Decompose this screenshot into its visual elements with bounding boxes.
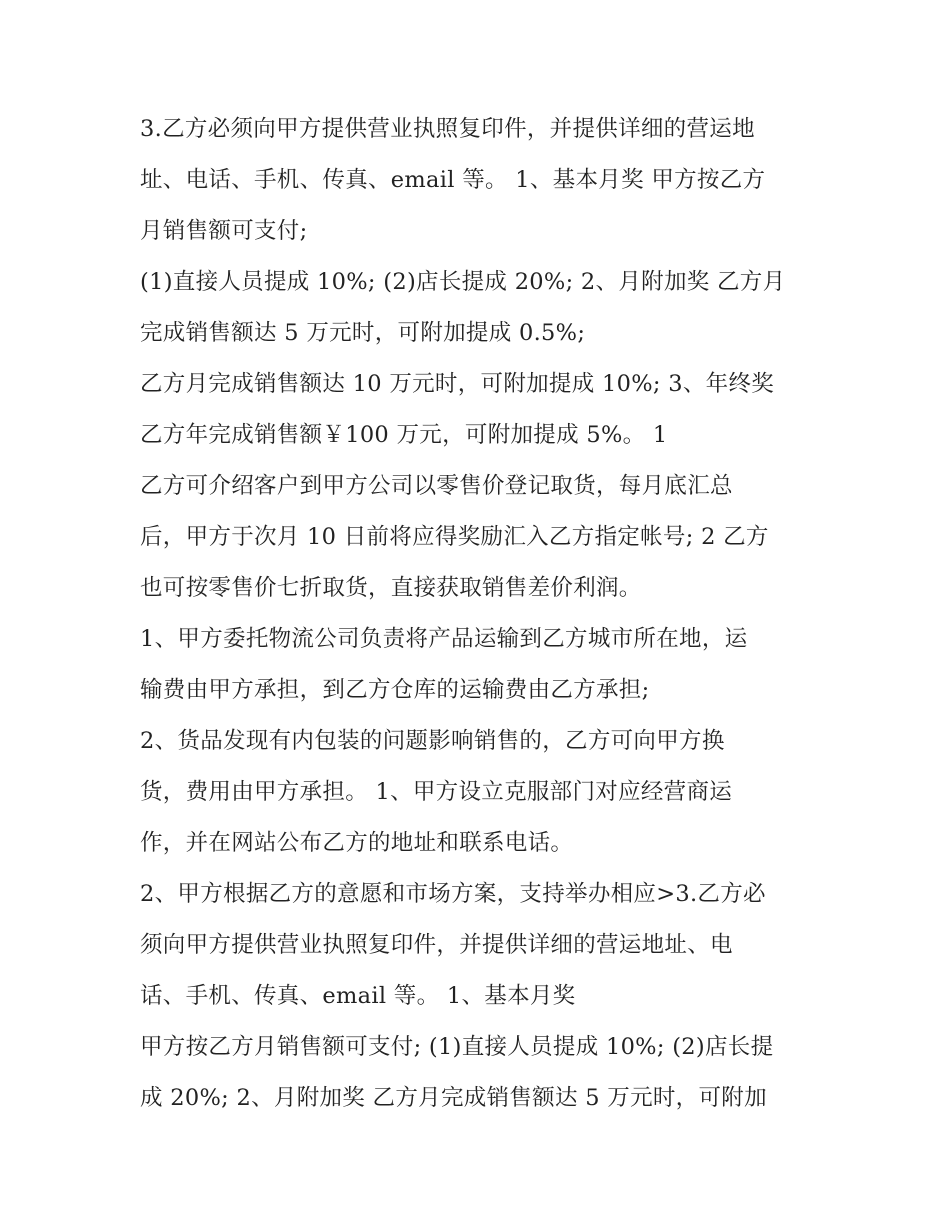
text-line: 乙方可介绍客户到甲方公司以零售价登记取货，每月底汇总 — [140, 473, 733, 499]
text-line: 货，费用由甲方承担。 1、甲方设立克服部门对应经营商运 — [140, 779, 733, 805]
text-line: 3.乙方必须向甲方提供营业执照复印件，并提供详细的营运地 — [140, 116, 755, 142]
text-line: (1)直接人员提成 10%; (2)店长提成 20%; 2、月附加奖 乙方月 — [140, 269, 786, 295]
text-line: 1、甲方委托物流公司负责将产品运输到乙方城市所在地，运 — [140, 626, 748, 652]
text-line: 后，甲方于次月 10 日前将应得奖励汇入乙方指定帐号; 2 乙方 — [140, 524, 769, 550]
text-line: 月销售额可支付; — [140, 218, 308, 244]
text-line: 成 20%; 2、月附加奖 乙方月完成销售额达 5 万元时，可附加 — [140, 1085, 767, 1111]
text-line: 乙方月完成销售额达 10 万元时，可附加提成 10%; 3、年终奖 — [140, 371, 775, 397]
text-line: 完成销售额达 5 万元时，可附加提成 0.5%; — [140, 320, 586, 346]
text-line: 作，并在网站公布乙方的地址和联系电话。 — [140, 830, 574, 856]
text-line: 2、货品发现有内包装的问题影响销售的，乙方可向甲方换 — [140, 728, 725, 754]
text-line: 乙方年完成销售额￥100 万元，可附加提成 5%。 1 — [140, 422, 668, 448]
text-line: 址、电话、手机、传真、email 等。 1、基本月奖 甲方按乙方 — [140, 167, 766, 193]
text-line: 须向甲方提供营业执照复印件，并提供详细的营运地址、电 — [140, 932, 733, 958]
text-line: 甲方按乙方月销售额可支付; (1)直接人员提成 10%; (2)店长提 — [140, 1034, 774, 1060]
text-line: 2、甲方根据乙方的意愿和市场方案，支持举办相应>3.乙方必 — [140, 881, 766, 907]
text-line: 话、手机、传真、email 等。 1、基本月奖 — [140, 983, 576, 1009]
text-line: 也可按零售价七折取货，直接获取销售差价利润。 — [140, 575, 642, 601]
document-body — [140, 104, 815, 1124]
text-line: 输费由甲方承担，到乙方仓库的运输费由乙方承担; — [140, 677, 650, 703]
